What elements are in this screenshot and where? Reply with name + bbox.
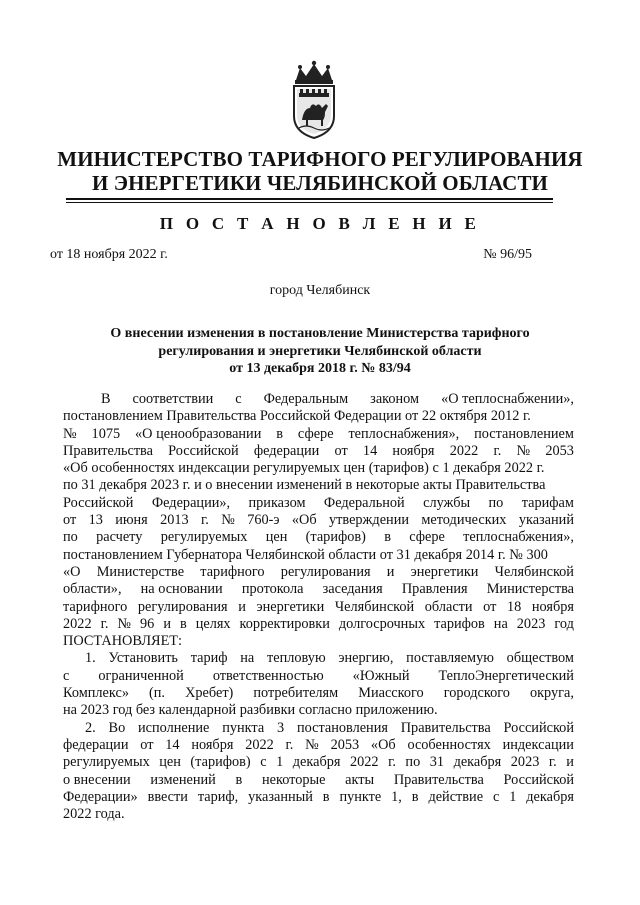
ministry-name-line1: МИНИСТЕРСТВО ТАРИФНОГО РЕГУЛИРОВАНИЯ (57, 147, 583, 171)
word: приказом (248, 494, 306, 511)
word: Федерации», (151, 494, 231, 511)
word: службы (423, 494, 471, 511)
word: от (63, 512, 77, 529)
word: «О теплоснабжении», (441, 391, 574, 407)
word: 96 (140, 615, 155, 632)
word: пункте (339, 788, 382, 805)
word: Российской (503, 771, 574, 788)
word: цен (159, 754, 181, 771)
word: с (63, 667, 70, 684)
document-type: П О С Т А Н О В Л Е Н И Е (159, 214, 481, 233)
word: с (235, 391, 242, 407)
ministry-name-line2: И ЭНЕРГЕТИКИ ЧЕЛЯБИНСКОЙ ОБЛАСТИ (92, 171, 548, 195)
word: 1, (391, 788, 402, 805)
word: Российской (63, 494, 134, 511)
word: 2022 (63, 615, 92, 632)
paragraph-line (63, 772, 574, 789)
word: 14 (165, 736, 180, 753)
word: декабря (526, 788, 574, 805)
paragraph-line (63, 720, 574, 737)
word: июня (115, 512, 148, 529)
word: № (516, 442, 531, 459)
word: Хребет) (185, 685, 234, 702)
paragraph-line (63, 512, 574, 529)
word: сфере (297, 425, 334, 442)
word: 2053 (545, 442, 574, 459)
word: обществом (506, 650, 574, 667)
word: и (238, 598, 246, 615)
document-date: от 18 ноября 2022 г. (50, 247, 168, 262)
title-line: от 13 декабря 2018 г. № 83/94 (229, 361, 411, 376)
word: округа, (529, 685, 574, 702)
word: постановлением Правительства Российской Федерации от 22 октября 2012 г. (63, 408, 531, 425)
word: методических (421, 512, 507, 529)
paragraph-line (63, 477, 574, 494)
word: № (117, 615, 132, 632)
word: и (566, 754, 574, 771)
word: тепловую (267, 650, 326, 667)
word: от (334, 442, 348, 459)
word: В (101, 391, 111, 407)
word: цен (265, 529, 288, 546)
word: Российской (168, 442, 239, 459)
word: «О (63, 563, 81, 580)
word: «О ценообразовании (135, 425, 262, 442)
word: регулируемых (160, 529, 248, 546)
word: заседания (322, 581, 383, 598)
word: регулирования (137, 598, 228, 615)
word: от (483, 598, 497, 615)
document-city: город Челябинск (269, 283, 371, 298)
word: «Об (370, 736, 396, 753)
header-rule-thick (66, 198, 553, 200)
word: исполнение (138, 719, 210, 736)
word: ответственностью (212, 667, 324, 684)
word: 13 (88, 512, 103, 529)
paragraph-line (63, 599, 574, 616)
word: протокола (241, 581, 304, 598)
word: по (405, 754, 421, 771)
header-rule-thin (66, 202, 553, 203)
document-body (63, 391, 574, 823)
word: теплоснабжения», (463, 529, 574, 546)
word: в (276, 425, 284, 442)
word: на (240, 650, 255, 667)
word: энергию, (338, 650, 394, 667)
word: регулируемых (63, 754, 150, 771)
word: ноября (531, 598, 574, 615)
word: 2022 (245, 736, 274, 753)
word: федерации (63, 736, 129, 753)
word: 1 (509, 788, 517, 805)
word: сфере (409, 529, 445, 546)
word: тарифам (521, 494, 574, 511)
paragraph-line (63, 391, 574, 408)
word: расчету (96, 529, 143, 546)
word: энергетики (410, 563, 479, 580)
word: Правительства (400, 719, 491, 736)
word: изменений (150, 771, 216, 788)
word: ввести (147, 788, 188, 805)
word: действие (428, 788, 484, 805)
word: по 31 декабря 2023 г. и о внесении изменений в некоторые акты Правительства (63, 477, 546, 494)
word: в (179, 615, 187, 632)
word: Министерства (486, 581, 574, 598)
word: 18 (506, 598, 522, 615)
word: по (63, 529, 78, 546)
word: ноября (392, 442, 435, 459)
word: г. (201, 512, 209, 529)
paragraph-line: 2022 года. (63, 806, 125, 823)
word: целях (195, 615, 231, 632)
word: Министерстве (96, 563, 185, 580)
word: области», (63, 581, 122, 598)
paragraph-line (63, 581, 574, 598)
word: № (305, 736, 319, 753)
word: энергетики (256, 598, 325, 615)
title-line: О внесении изменения в постановление Министерства тарифного (110, 326, 530, 341)
word: 2023 (510, 754, 540, 771)
paragraph-line (63, 547, 574, 564)
word: 1. (85, 650, 96, 667)
word: и (163, 615, 171, 632)
word: по (488, 494, 504, 511)
word: Правительства (393, 771, 484, 788)
word: в (411, 788, 419, 805)
word: 2053 (330, 736, 360, 753)
word: соответствии (132, 391, 214, 407)
word: «Об особенностях индексации регулируемых цен (тарифов) с 1 декабря 2022 г. (63, 460, 545, 477)
word: Миасского (358, 685, 424, 702)
word: регулирования (280, 563, 371, 580)
word: ТеплоЭнергетический (438, 667, 574, 684)
word: постановления (296, 719, 388, 736)
document-title (90, 325, 550, 378)
word: особенностях (407, 736, 491, 753)
word: федерации (253, 442, 320, 459)
paragraph-line (63, 668, 574, 685)
word: 2022 (449, 442, 479, 459)
word: Федерации» (63, 788, 138, 805)
word: городского (443, 685, 510, 702)
paragraph-line (63, 650, 574, 667)
word: «Об (291, 512, 317, 529)
paragraph-line (63, 754, 574, 771)
word: «Южный (352, 667, 410, 684)
word: 760-э (247, 512, 280, 529)
word: с (492, 788, 500, 805)
word: декабря (453, 754, 502, 771)
word: постановлением Губернатора Челябинской области от 31 декабря 2014 г. № 300 (63, 546, 548, 563)
word: тариф (190, 650, 228, 667)
word: Комплекс» (63, 685, 129, 702)
document-number: № 96/95 (483, 247, 532, 262)
paragraph-line (63, 616, 574, 633)
word: г. (100, 615, 109, 632)
word: корректировки (239, 615, 330, 632)
word: Российской (503, 719, 574, 736)
word: долгосрочных (338, 615, 426, 632)
word: (тарифов) (305, 529, 366, 546)
word: 31 (429, 754, 445, 771)
word: о внесении (63, 771, 131, 788)
word: Установить (108, 650, 178, 667)
word: 2. (85, 719, 96, 736)
word: с (260, 754, 267, 771)
word: поставляемую (406, 650, 494, 667)
word: 2022 (349, 754, 379, 771)
paragraph-line (63, 564, 574, 581)
word: 2023 (516, 615, 546, 632)
word: (тарифов) (190, 754, 251, 771)
paragraph-line (63, 460, 574, 477)
word: индексации (502, 736, 574, 753)
word: Федеральной (323, 494, 405, 511)
word: законом (370, 391, 420, 407)
word: ограниченной (98, 667, 184, 684)
coat-of-arms-icon (288, 58, 340, 140)
word: 14 (362, 442, 378, 459)
word: акты (345, 771, 375, 788)
word: постановлением (474, 425, 574, 442)
word: некоторые (261, 771, 326, 788)
word: на основании (140, 581, 223, 598)
paragraph-item-1 (63, 650, 574, 702)
word: 3 (276, 719, 285, 736)
word: (п. (149, 685, 166, 702)
paragraph-preamble (63, 391, 574, 633)
paragraph-line (63, 443, 574, 460)
word: 1 (276, 754, 284, 771)
word: г. (388, 754, 396, 771)
word: в (235, 771, 243, 788)
word: г. (493, 442, 502, 459)
word: пункта (222, 719, 265, 736)
paragraph-line: ПОСТАНОВЛЯЕТ: (63, 633, 183, 650)
word: в (384, 529, 391, 546)
word: Федеральным (263, 391, 349, 407)
word: № (221, 512, 235, 529)
word: декабря (292, 754, 341, 771)
paragraph-line: на 2023 год без календарной разбивки согласно приложению. (63, 702, 438, 719)
paragraph-line (63, 529, 574, 546)
paragraph-item-2 (63, 720, 574, 806)
word: № (63, 425, 77, 442)
paragraph-line (63, 495, 574, 512)
paragraph-line (63, 426, 574, 443)
word: 1075 (91, 425, 121, 442)
word: и (386, 563, 395, 580)
word: Правления (401, 581, 468, 598)
word: Челябинской (494, 563, 574, 580)
word: 2013 (160, 512, 189, 529)
word: год (554, 615, 574, 632)
word: тарифного (63, 598, 128, 615)
word: г. (285, 736, 294, 753)
word: тариф, (197, 788, 239, 805)
word: от (140, 736, 154, 753)
title-line: регулирования и энергетики Челябинской области (158, 343, 482, 359)
word: ноября (191, 736, 234, 753)
paragraph-line (63, 408, 574, 425)
word: утверждении (329, 512, 410, 529)
word: указанный (248, 788, 313, 805)
word: потребителям (253, 685, 339, 702)
word: теплоснабжения», (348, 425, 460, 442)
paragraph-line (63, 789, 574, 806)
word: Во (108, 719, 126, 736)
word: в (322, 788, 330, 805)
word: тарифов (434, 615, 485, 632)
word: г. (548, 754, 557, 771)
paragraph-line (63, 737, 574, 754)
word: на (493, 615, 508, 632)
word: области (424, 598, 473, 615)
word: Правительства (63, 442, 153, 459)
word: Челябинской (334, 598, 415, 615)
word: тарифного (200, 563, 265, 580)
word: указаний (518, 512, 574, 529)
paragraph-line (63, 685, 574, 702)
